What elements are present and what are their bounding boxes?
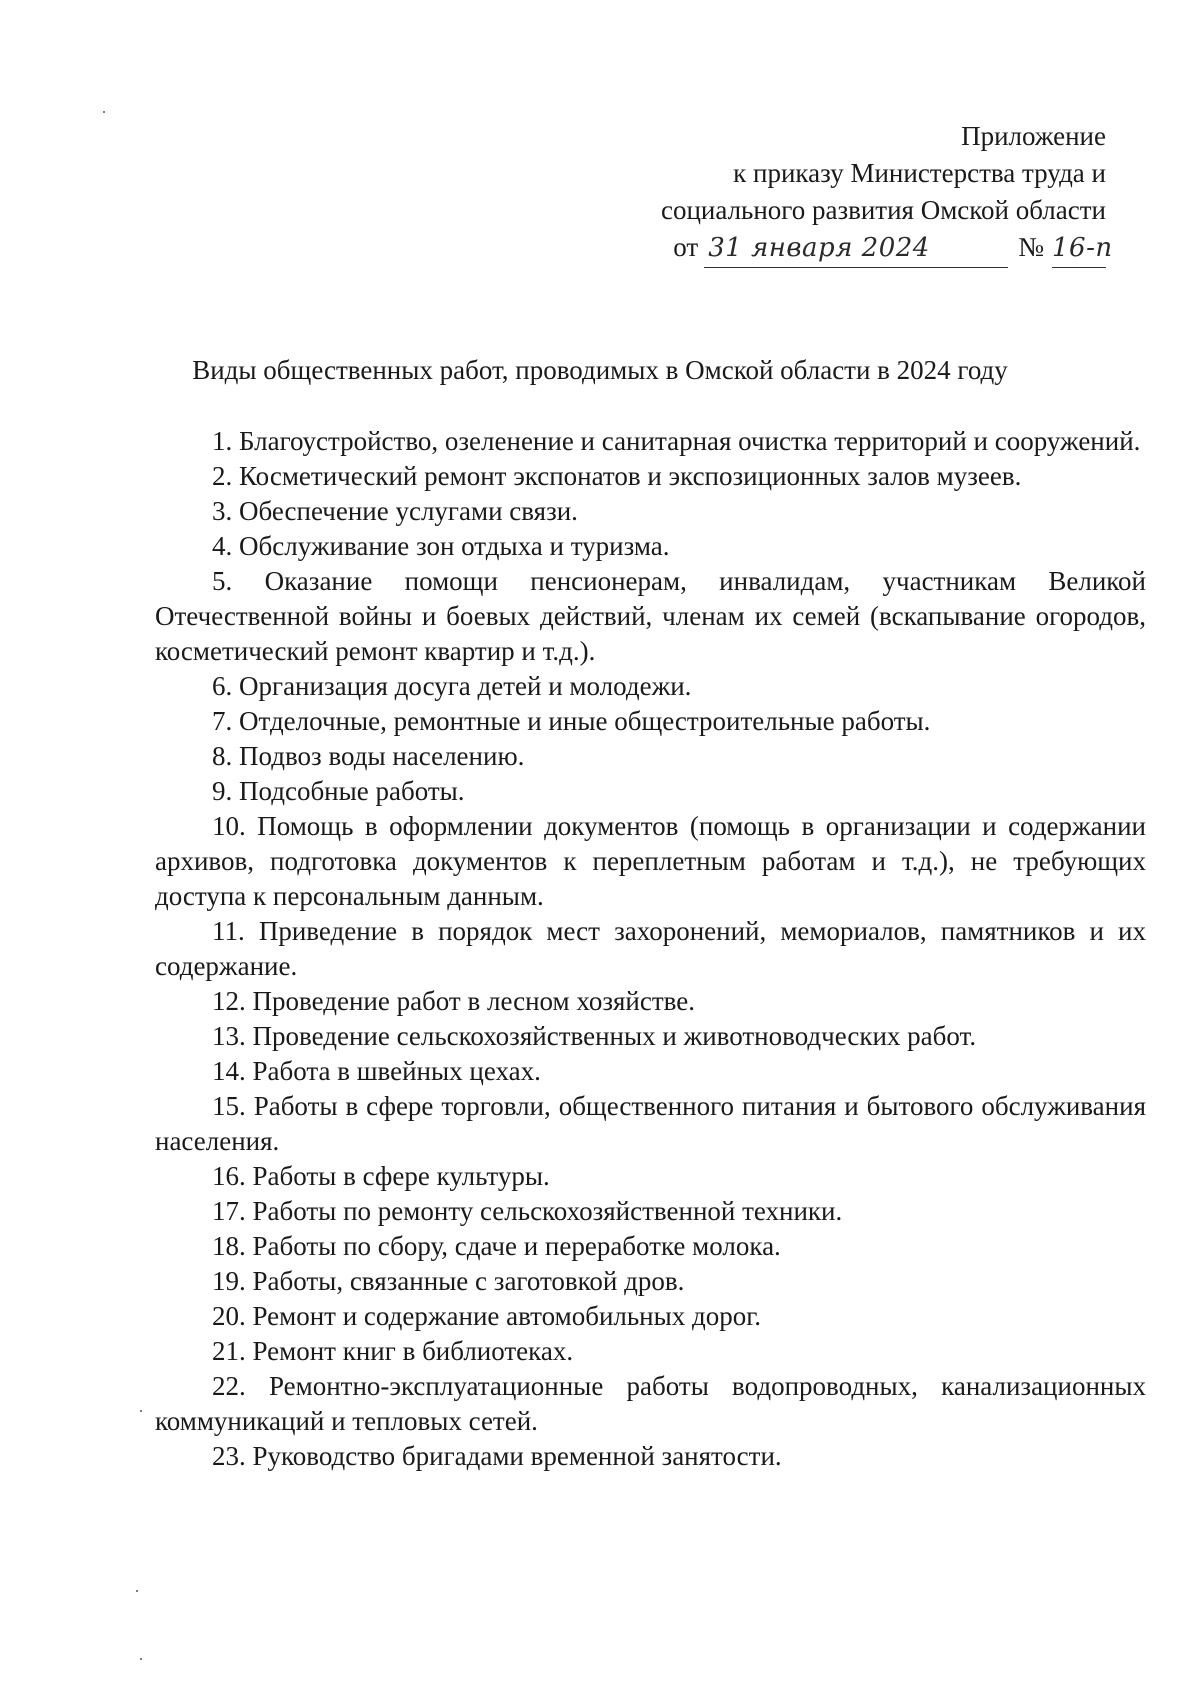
list-item: 5. Оказание помощи пенсионерам, инвалидам, участникам Великой Отечественной войны и боевых действий, членам их семей (вскапывание огородов, косметический ремонт квартир и т.д.). xyxy=(155,566,1146,666)
public-works-list xyxy=(155,424,1146,1474)
date-prefix: от xyxy=(673,232,699,262)
ministry-line: социального развития Омской области xyxy=(660,195,1106,225)
list-item: 7. Отделочные, ремонтные и иные общестроительные работы. xyxy=(212,706,931,736)
list-item: 8. Подвоз воды населению. xyxy=(212,741,525,771)
appendix-label: Приложение xyxy=(961,121,1106,151)
list-item: 2. Косметический ремонт экспонатов и экспозиционных залов музеев. xyxy=(212,461,1022,491)
list-item: 20. Ремонт и содержание автомобильных дорог. xyxy=(212,1301,762,1331)
scan-speck xyxy=(136,1590,138,1592)
appendix-header xyxy=(660,118,1113,268)
list-item: 21. Ремонт книг в библиотеках. xyxy=(212,1336,574,1366)
list-item: 14. Работа в швейных цехах. xyxy=(212,1056,541,1086)
list-item: 12. Проведение работ в лесном хозяйстве. xyxy=(212,986,695,1016)
document-title: Виды общественных работ, проводимых в Омской области в 2024 году xyxy=(192,355,1008,385)
list-item: 18. Работы по сбору, сдаче и переработке молока. xyxy=(212,1231,781,1261)
list-item: 1. Благоустройство, озеленение и санитарная очистка территорий и сооружений. xyxy=(212,426,1141,456)
list-item: 17. Работы по ремонту сельскохозяйственной техники. xyxy=(212,1196,843,1226)
list-item: 4. Обслуживание зон отдыха и туризма. xyxy=(212,531,670,561)
handwritten-date: 31 января 2024 xyxy=(704,230,1008,268)
order-reference-line: к приказу Министерства труда и xyxy=(733,158,1106,188)
list-item: 16. Работы в сфере культуры. xyxy=(212,1161,550,1191)
number-prefix: № xyxy=(1018,232,1044,262)
list-item: 15. Работы в сфере торговли, общественного питания и бытового обслуживания населения. xyxy=(155,1091,1146,1156)
scan-speck xyxy=(140,1658,142,1660)
list-item: 10. Помощь в оформлении документов (помощь в организации и содержании архивов, подготовка документов к переплетным работам и т.д.), не требующих доступа к персональным данным. xyxy=(155,811,1146,911)
list-item: 3. Обеспечение услугами связи. xyxy=(212,496,578,526)
list-item: 6. Организация досуга детей и молодежи. xyxy=(212,671,692,701)
scan-speck xyxy=(140,1410,142,1412)
handwritten-order-number: 16-п xyxy=(1052,230,1106,268)
list-item: 22. Ремонтно-эксплуатационные работы водопроводных, канализационных коммуникаций и тепловых сетей. xyxy=(155,1371,1146,1436)
list-item: 19. Работы, связанные с заготовкой дров. xyxy=(212,1266,685,1296)
scan-speck xyxy=(103,111,105,113)
list-item: 23. Руководство бригадами временной занятости. xyxy=(212,1441,782,1471)
list-item: 9. Подсобные работы. xyxy=(212,776,465,806)
order-date-number-line xyxy=(661,229,1113,268)
list-item: 11. Приведение в порядок мест захоронений, мемориалов, памятников и их содержание. xyxy=(155,916,1146,981)
list-item: 13. Проведение сельскохозяйственных и животноводческих работ. xyxy=(212,1021,977,1051)
